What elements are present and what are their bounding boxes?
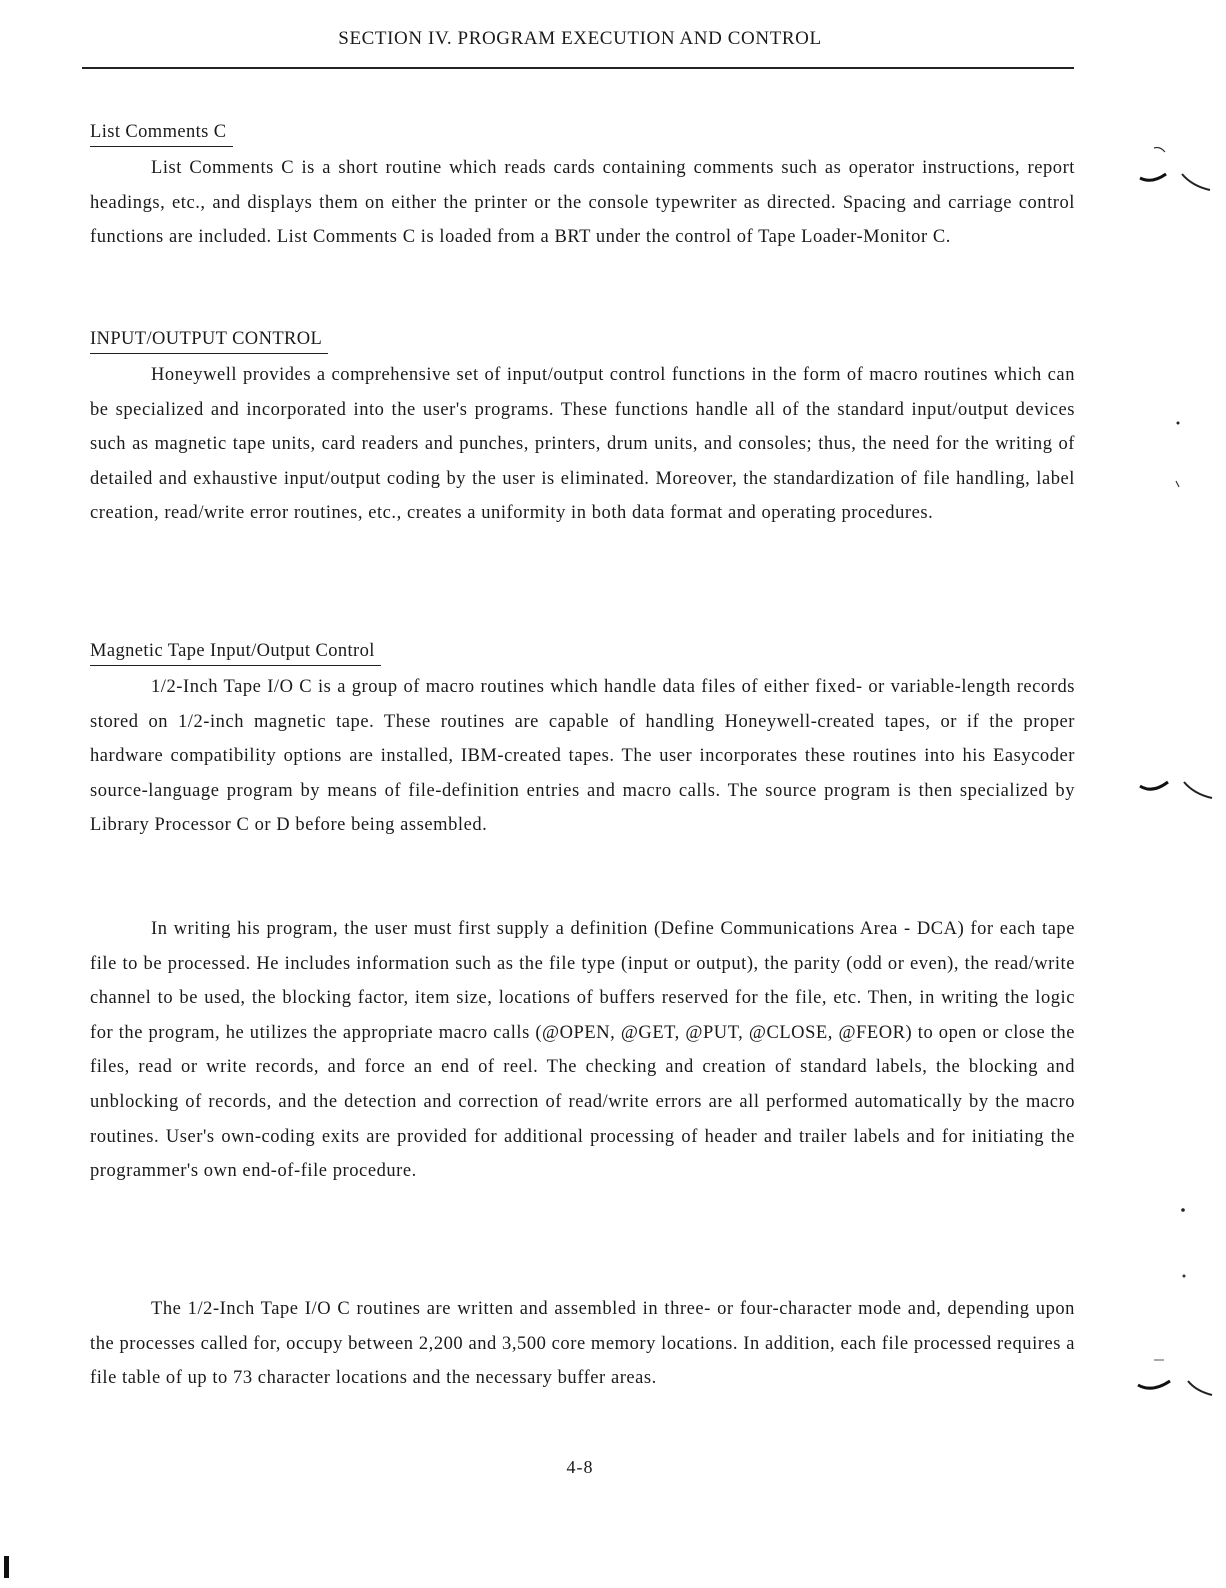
section-heading-text: List Comments C [90,122,233,147]
speck-marks-lower [1175,1205,1195,1285]
paragraph-magnetic-tape-1 [90,670,1075,843]
section-heading-io-control [90,329,328,354]
speck-marks [1170,415,1190,495]
section-heading-magnetic-tape [90,641,381,666]
page-header: SECTION IV. PROGRAM EXECUTION AND CONTROL [338,28,822,49]
paragraph-magnetic-tape-3 [90,1292,1075,1396]
section-heading-text: Magnetic Tape Input/Output Control [90,641,381,666]
paragraph-text: The 1/2-Inch Tape I/O C routines are written and assembled in three- or four-character mode and, depending upon the processes called for, occupy between 2,200 and 3,500 core memory locations. In addition, each file processed requires a file table of up to 73 character locations and the necessary buffer areas. [90,1299,1075,1389]
paragraph-magnetic-tape-2 [90,912,1075,1189]
paragraph-text: Honeywell provides a comprehensive set of input/output control functions in the form of macro routines which can be specialized and incorporated into the user's programs. These functions handle all of the standard input/output devices such as magnetic tape units, card readers and punches, printers, drum units, and consoles; thus, the need for the writing of detailed and exhaustive input/output coding by the user is eliminated. Moreover, the standardization of file handling, label creation, read/write error routines, etc., creates a uniformity in both data format and operating procedures. [90,365,1075,524]
section-heading-list-comments [90,122,233,147]
binder-mark-middle [1130,760,1220,820]
page-number: 4-8 [566,1457,594,1477]
paragraph-io-control [90,358,1075,531]
paragraph-text: 1/2-Inch Tape I/O C is a group of macro routines which handle data files of either fixed- or variable-length records stored on 1/2-inch magnetic tape. These routines are capable of handling Honeywell-created tapes, or if the proper hardware compatibility options are installed, IBM-created tapes. The user incorporates these routines into his Easycoder source-language program by means of file-definition entries and macro calls. The source program is then specialized by Library Processor C or D before being assembled. [90,677,1075,836]
paragraph-text: In writing his program, the user must first supply a definition (Define Communications Area - DCA) for each tape file to be processed. He includes information such as the file type (input or output), the parity (odd or even), the read/write channel to be used, the blocking factor, item size, locations of buffers reserved for the file, etc. Then, in writing the logic for the program, he utilizes the appropriate macro calls (@OPEN, @GET, @PUT, @CLOSE, @FEOR) to open or close the files, read or write records, and force an end of reel. The checking and creation of standard labels, the blocking and unblocking of records, and the detection and correction of read/write errors are all performed automatically by the macro routines. User's own-coding exits are provided for additional processing of header and trailer labels and for initiating the programmer's own end-of-file procedure. [90,919,1075,1182]
paragraph-list-comments [90,151,1075,255]
edge-mark [4,1556,9,1578]
binder-mark-bottom [1130,1355,1220,1415]
header-rule [82,67,1074,69]
binder-mark-top [1130,140,1220,200]
section-heading-text: INPUT/OUTPUT CONTROL [90,329,328,354]
paragraph-text: List Comments C is a short routine which reads cards containing comments such as operator instructions, report headings, etc., and displays them on either the printer or the console typewriter as directed. Spacing and carriage control functions are included. List Comments C is loaded from a BRT under the control of Tape Loader-Monitor C. [90,158,1075,248]
